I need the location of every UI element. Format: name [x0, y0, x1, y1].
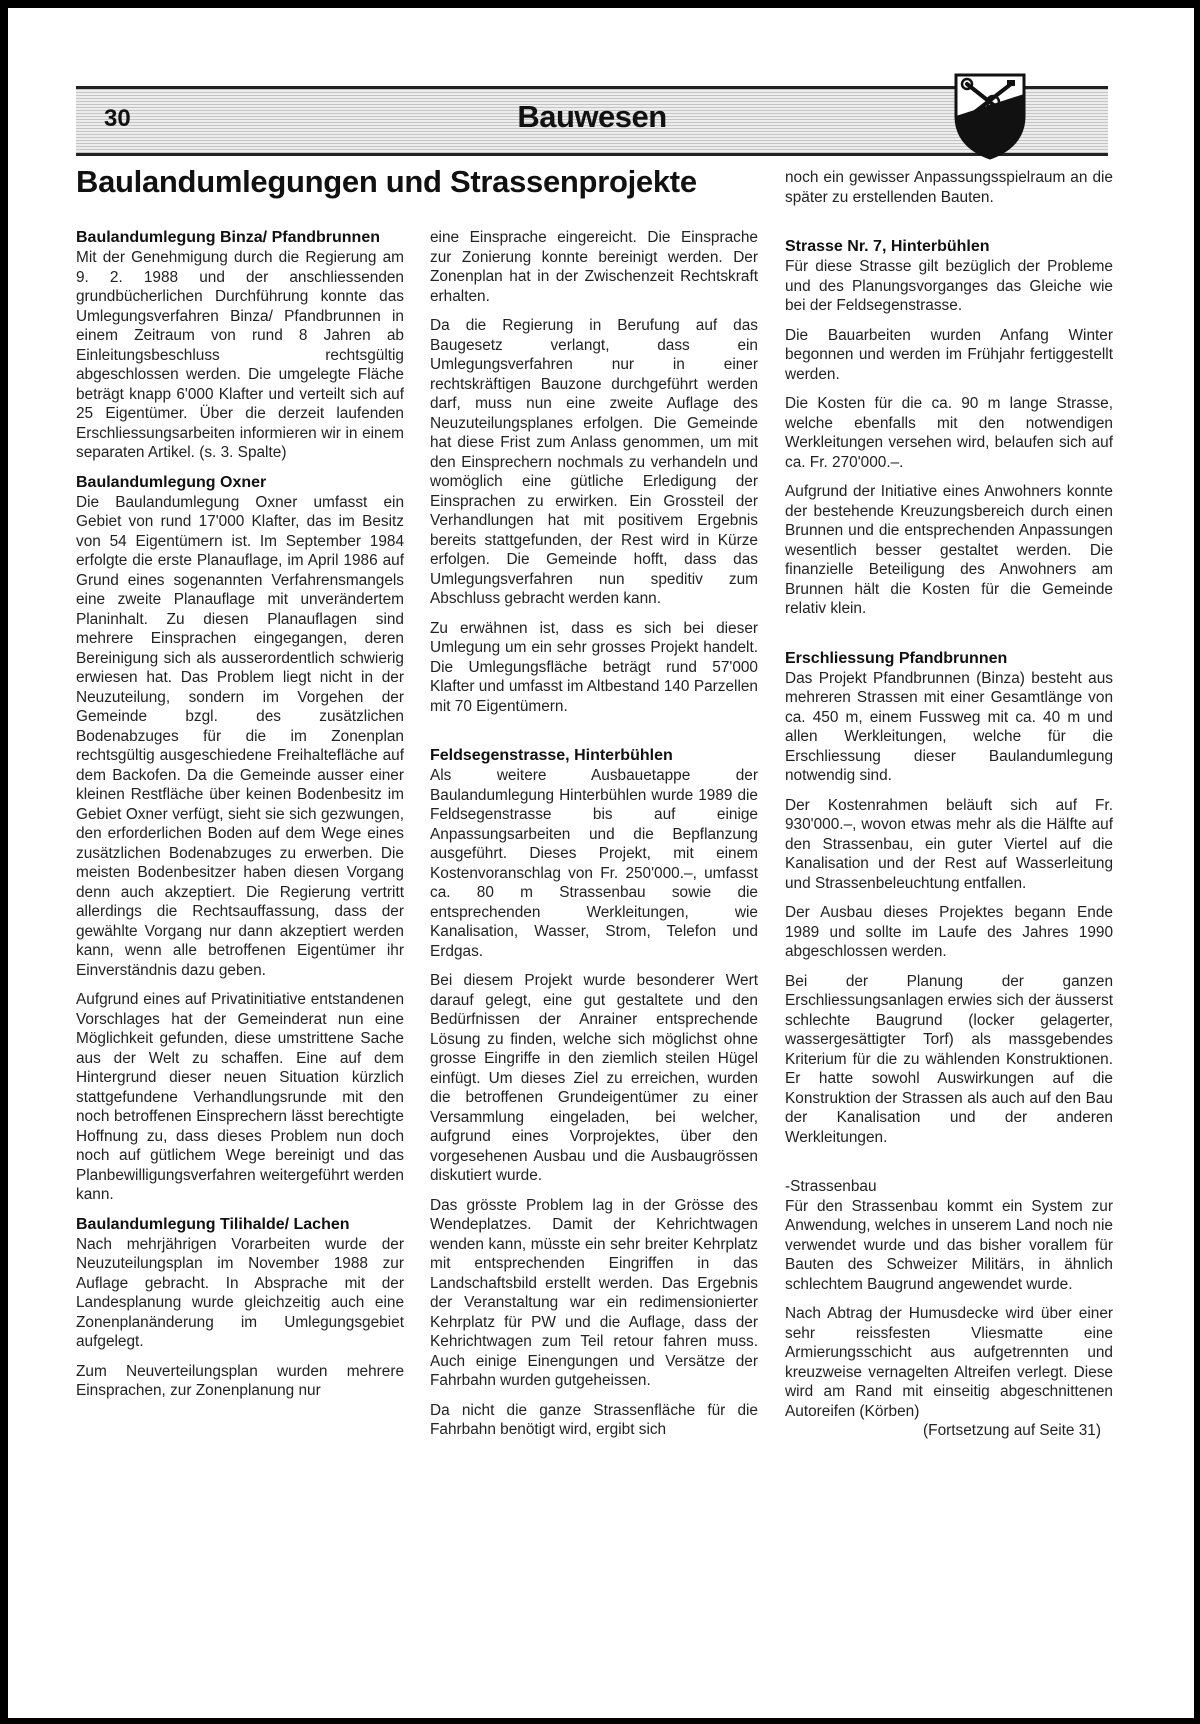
continuation-note: (Fortsetzung auf Seite 31) [923, 1422, 1101, 1439]
page-number: 30 [104, 105, 131, 132]
column-2 [430, 228, 758, 1450]
paragraph: Aufgrund eines auf Privatinitiative entstandenen Vorschlages hat der Gemeinderat nun eine Möglichkeit gefunden, diese umstrittene Sache aus der Welt zu schaffen. Eine auf dem Hintergrund dieser neuen Situation kürzlich stattgefundene Verhandlungsrunde mit den noch betroffenen Einsprechern lässt berechtigte Hoffnung zu, dass dieses Problem nun doch noch auf gütlichem Wege bereinigt und das Planbewilligungsverfahren weitergeführt werden kann. [76, 991, 404, 1203]
section-title: Bauwesen [517, 99, 667, 134]
column-3 [785, 168, 1113, 1451]
heading-erschliessung: Erschliessung Pfandbrunnen [785, 649, 1008, 667]
paragraph: Zum Neuverteilungsplan wurden mehrere Einsprachen, zur Zonenplanung nur [76, 1362, 404, 1399]
paragraph: Bei der Planung der ganzen Erschliessungsanlagen erwies sich der äusserst schlechte Baugrund (locker gelagerter, wassergesättigter Torf) als massgebendes Kriterium für die zu wählenden Konstruktionen. Er hatte sowohl Auswirkungen auf die Konstruktion der Strassen als auch auf den Bau der Kanalisation und der anderen Werkleitungen. [785, 972, 1113, 1146]
paragraph: Das Projekt Pfandbrunnen (Binza) besteht aus mehreren Strassen mit einer Gesamtlänge von ca. 450 m, einem Fussweg mit ca. 40 m und allen Werkleitungen, welche für die Erschliessung dieser Baulandumlegung notwendig sind. [785, 669, 1113, 784]
paragraph: eine Einsprache eingereicht. Die Einsprache zur Zonierung konnte bereinigt werden. Der Zonenplan hat in der Zwischenzeit Rechtskraft erhalten. [430, 229, 758, 305]
paragraph: Nach mehrjährigen Vorarbeiten wurde der Neuzuteilungsplan im November 1988 zur Auflage gebracht. In Absprache mit der Landesplanung wurde gleichzeitig auch eine Zonenplanänderung im Umlegungsgebiet aufgelegt. [76, 1235, 404, 1350]
paragraph: Die Bauarbeiten wurden Anfang Winter begonnen und werden im Frühjahr fertiggestellt werden. [785, 326, 1113, 383]
paragraph: Das grösste Problem lag in der Grösse des Wendeplatzes. Damit der Kehrichtwagen wenden kann, müsste ein sehr breiter Kehrplatz mit entsprechenden Eingriffen in das Landschaftsbild erstellt werden. Das Ergebnis der Veranstaltung war ein redimensionierter Kehrplatz für PW und die Auflage, dass der Kehrichtwagen zum Teil retour fahren muss. Auch einige Einengungen und Versätze der Fahrbahn wurden gutgeheissen. [430, 1196, 758, 1389]
paragraph: Da die Regierung in Berufung auf das Baugesetz verlangt, dass ein Umlegungsverfahren nur in einer rechtskräftigen Bauzone durchgeführt werden darf, muss nun eine zweite Auflage des Neuzuteilungsplanes erfolgen. Die Gemeinde hat diese Frist zum Anlass genommen, um mit den Einsprechern nochmals zu verhandeln und womöglich eine gütliche Erledigung der Einsprachen zu erwirken. Ein Grossteil der Verhandlungen hat mit positivem Ergebnis bereits stattgefunden, der Rest wird in Kürze erfolgen. Die Gemeinde hofft, dass das Umlegungsverfahren nun speditiv zum Abschluss gebracht werden kann. [430, 317, 758, 607]
paragraph: Da nicht die ganze Strassenfläche für die Fahrbahn benötigt wird, ergibt sich [430, 1401, 758, 1438]
heading-strasse-nr-7: Strasse Nr. 7, Hinterbühlen [785, 238, 990, 255]
paragraph: Nach Abtrag der Humusdecke wird über einer sehr reissfesten Vliesmatte eine Armierungsschicht aus aufgetrennten und kreuzweise vernagelten Altreifen verlegt. Diese wird am Rand mit einseitig abgeschnittenen Autoreifen (Körben) [785, 1305, 1113, 1420]
paragraph: Bei diesem Projekt wurde besonderer Wert darauf gelegt, eine gut gestaltete und den Bedürfnissen der Anrainer entsprechende Lösung zu finden, welche sich möglichst ohne grosse Eingriffe in den ziemlich steilen Hügel einfügt. Um dieses Ziel zu erreichen, wurden die betroffenen Grundeigentümer zu einer Versammlung eingeladen, bei welcher, aufgrund eines Vorprojektes, über den vorgesehenen Ausbau und die Ausbaugrössen diskutiert wurde. [430, 972, 758, 1184]
paragraph: Der Kostenrahmen beläuft sich auf Fr. 930'000.–, wovon etwas mehr als die Hälfte auf den Strassenbau, ein guter Viertel auf die Kanalisation und der Rest auf Wasserleitung und Strassenbeleuchtung entfallen. [785, 796, 1113, 892]
article-title: Baulandumlegungen und Strassenprojekte [76, 164, 697, 199]
paragraph: Für den Strassenbau kommt ein System zur Anwendung, welches in unserem Land noch nie verwendet wurde und das bisher vorallem für Bauten des Schweizer Militärs, in ähnlich schlechtem Baugrund angewendet wurde. [785, 1197, 1113, 1293]
paragraph: Zu erwähnen ist, dass es sich bei dieser Umlegung um ein sehr grosses Projekt handelt. Die Umlegungsfläche beträgt rund 57'000 Klafter und umfasst im Altbestand 140 Parzellen mit 70 Eigentümern. [430, 619, 758, 715]
heading-feldsegenstrasse: Feldsegenstrasse, Hinterbühlen [430, 747, 673, 764]
heading-oxner: Baulandumlegung Oxner [76, 473, 267, 491]
paragraph: Für diese Strasse gilt bezüglich der Probleme und des Planungsvorganges das Gleiche wie bei der Feldsegenstrasse. [785, 258, 1113, 314]
paragraph: Die Baulandumlegung Oxner umfasst ein Gebiet von rund 17'000 Klafter, das im Besitz von 54 Eigentümern ist. Im September 1984 erfolgte die erste Planauflage, im April 1986 auf Grund eines sogenannten Verfahrensmangels eine zweite Planauflage mit unverändertem Planinhalt. Zu diesen Planauflagen sind mehrere Einsprachen eingegangen, deren Bereinigung sich als ausserordentlich schwierig erwiesen hat. Das Problem liegt nicht in der Neuzuteilung, sondern im Vorgehen der Gemeinde bzgl. des zusätzlichen Bodenabzuges für die im Zonenplan rechtsgültig ausgeschiedene Freihaltefläche auf dem Backofen. Da die Gemeinde ausser einer kleinen Restfläche über keinen Bodenbesitz im Gebiet Oxner verfügt, sieht sie sich gezwungen, den erforderlichen Boden auf dem Wege eines zusätzlichen Bodenabzuges zu erwerben. Die meisten Bodenbesitzer haben diesen Vorgang denn auch akzeptiert. Die Regierung vertritt allerdings die Rechtsauffassung, dass der gewählte Vorgang nur dann akzeptiert werden kann, wenn alle betroffenen Eigentümer ihr Einverständnis dazu geben. [76, 493, 404, 979]
paragraph: Aufgrund der Initiative eines Anwohners konnte der bestehende Kreuzungsbereich durch einen Brunnen und die entsprechenden Anpassungen wesentlich besser gestaltet werden. Die finanzielle Beteiligung des Anwohners am Brunnen hält die Kosten für die Gemeinde relativ klein. [785, 483, 1113, 617]
heading-binza: Baulandumlegung Binza/ Pfandbrunnen [76, 229, 380, 246]
column-1 [76, 228, 404, 1411]
paragraph: Als weitere Ausbauetappe der Baulandumlegung Hinterbühlen wurde 1989 die Feldsegenstrasse bis auf einige Anpassungsarbeiten und die Bepflanzung ausgeführt. Dieses Projekt, mit einem Kostenvoranschlag von Fr. 250'000.–, umfasst ca. 80 m Strassenbau sowie die entsprechenden Werkleitungen, wie Kanalisation, Wasser, Strom, Telefon und Erdgas. [430, 767, 758, 960]
paragraph: noch ein gewisser Anpassungsspielraum an die später zu erstellenden Bauten. [785, 169, 1113, 206]
paragraph: Mit der Genehmigung durch die Regierung am 9. 2. 1988 und der anschliessenden grundbücherlichen Durchführung konnte das Umlegungsverfahren Binza/ Pfandbrunnen in einem Zeitraum von rund 8 Jahren ab Einleitungsbeschluss rechtsgültig abgeschlossen werden. Die umgelegte Fläche beträgt knapp 6'000 Klafter und verteilt sich auf 25 Eigentümer. Über die derzeit laufenden Erschliessungsarbeiten informieren wir in einem separaten Artikel. (s. 3. Spalte) [76, 249, 404, 461]
paragraph: Der Ausbau dieses Projektes begann Ende 1989 und sollte im Laufe des Jahres 1990 abgeschlossen werden. [785, 904, 1113, 960]
heading-tilihalde: Baulandumlegung Tilihalde/ Lachen [76, 1215, 350, 1233]
paragraph: Die Kosten für die ca. 90 m lange Strasse, welche ebenfalls mit den notwendigen Werkleitungen versehen wird, belaufen sich auf ca. Fr. 270'000.–. [785, 395, 1113, 471]
subheading-strassenbau: -Strassenbau [785, 1178, 877, 1195]
coat-of-arms-icon [953, 72, 1027, 160]
